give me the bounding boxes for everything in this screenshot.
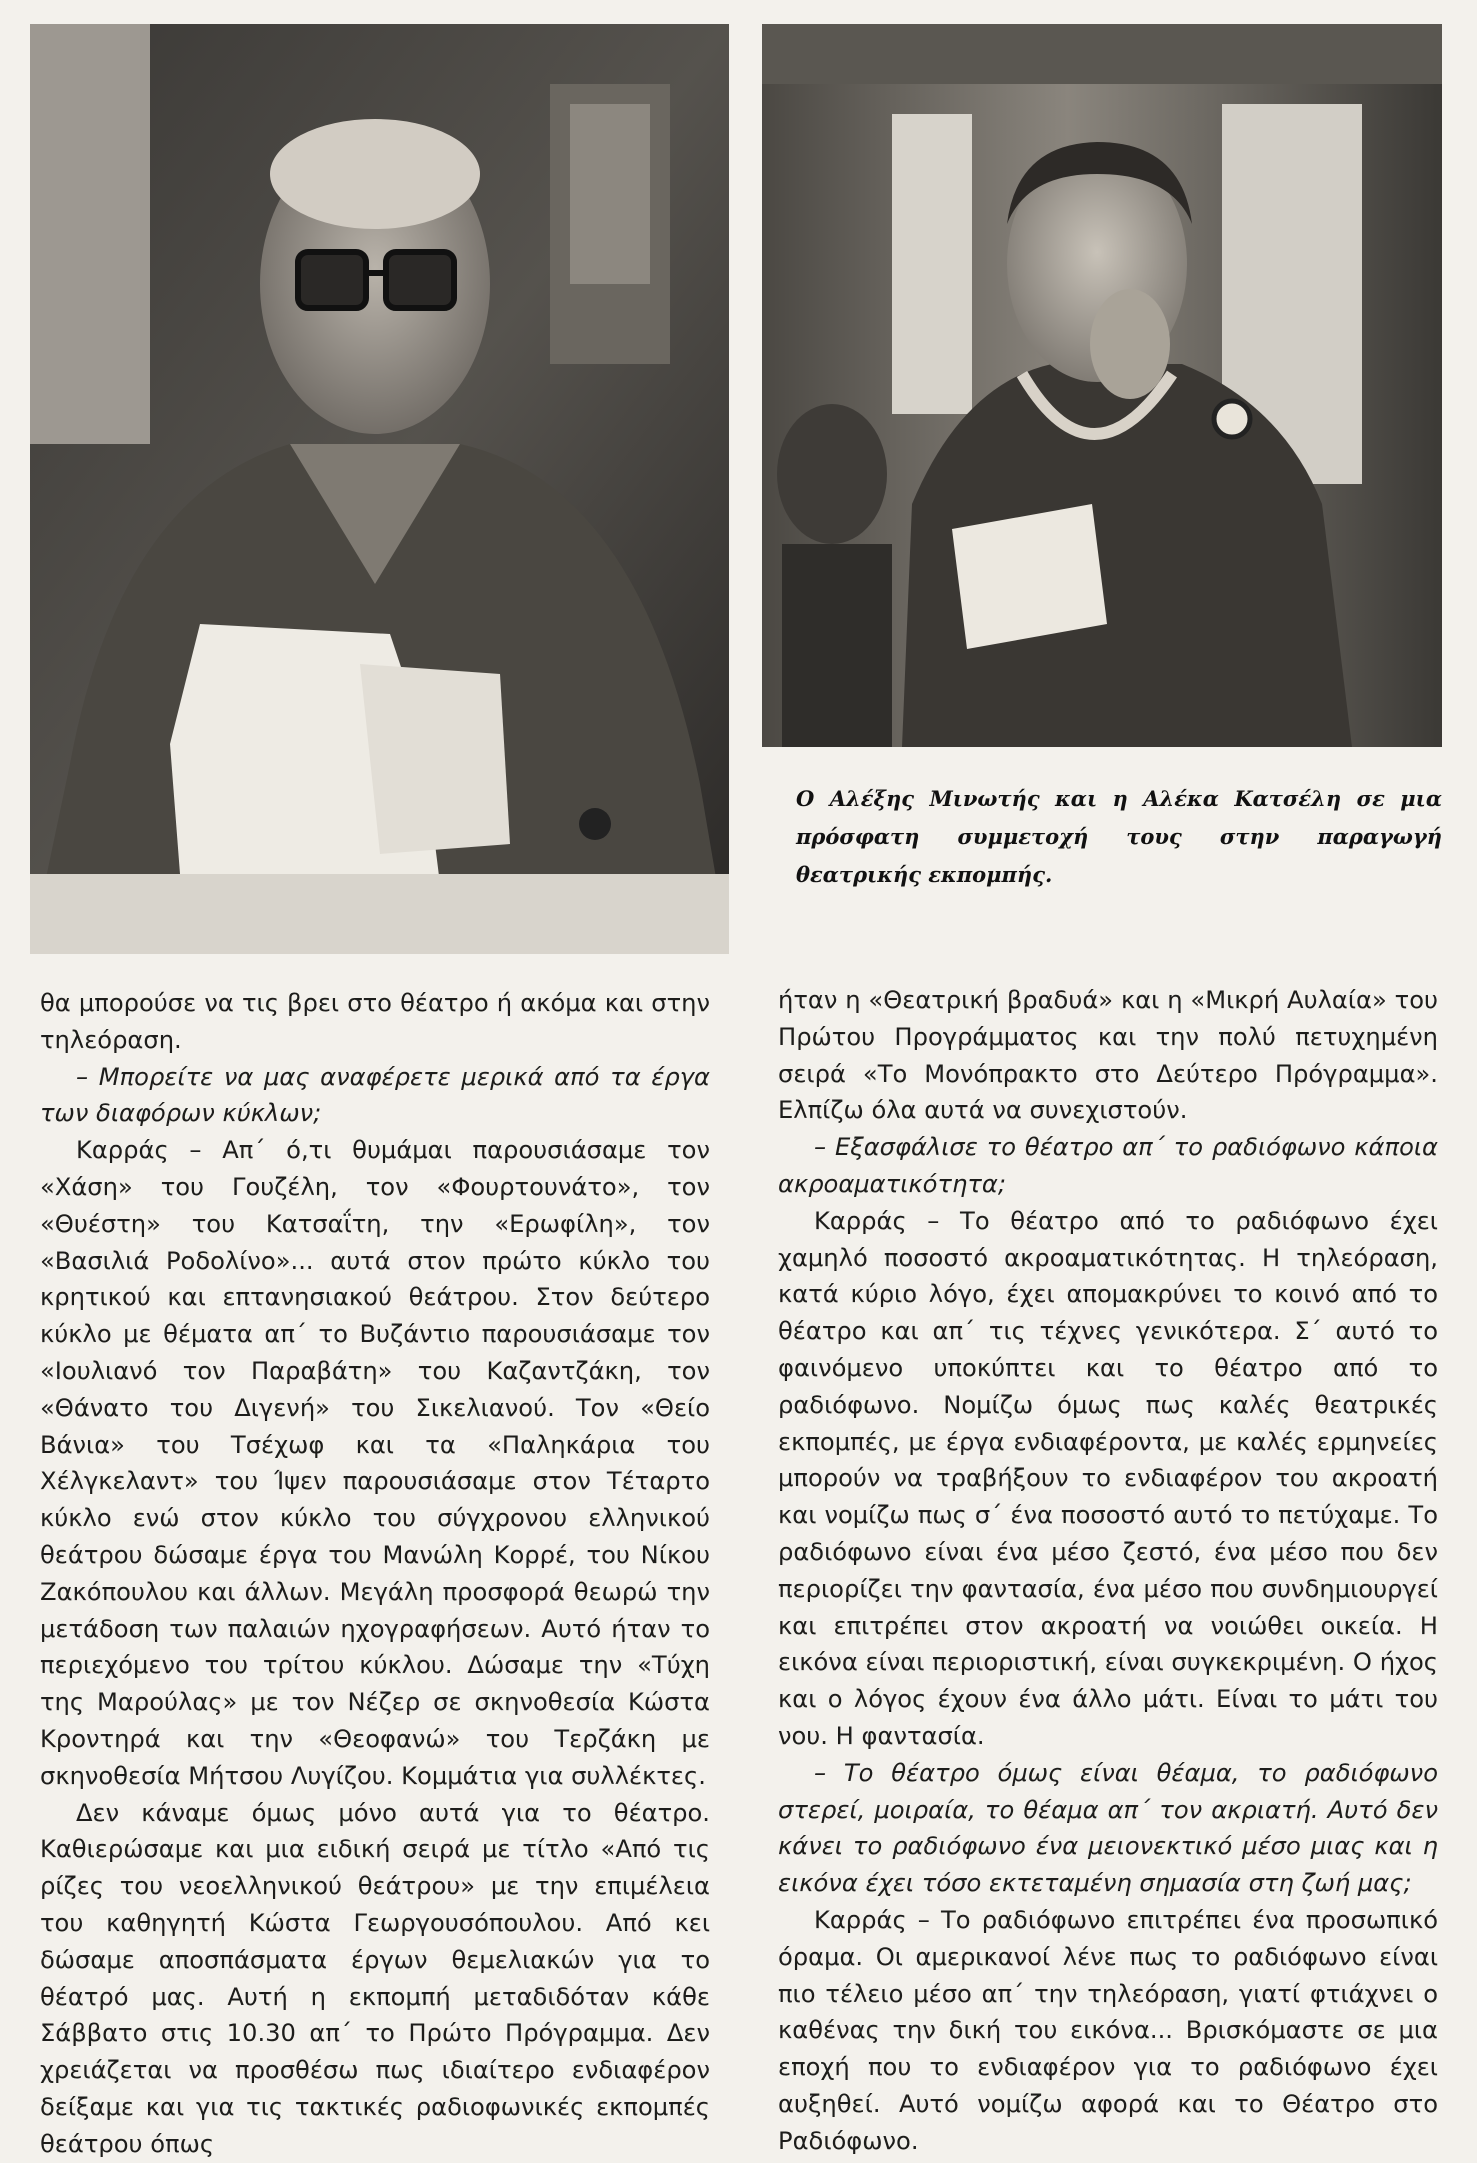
article-right-column bbox=[778, 982, 1438, 2160]
paragraph: Δεν κάναμε όμως μόνο αυτά για το θέατρο. Καθιερώσαμε και μια ειδική σειρά με τίτλο «Από τις ρίζες του νεοελληνικού θεάτρου» με την επιμέλεια του καθηγητή Κώστα Γεωργουσόπουλου. Από κει δώσαμε αποσπάσματα έργων θεμελιακών για το θέατρό μας. Αυτή η εκπομπή μεταδιδόταν κάθε Σάββατο στις 10.30 απ΄ το Πρώτο Πρόγραμμα. Δεν χρειάζεται να προσθέσω πως ιδιαίτερο ενδιαφέρον δείξαμε και για τις τακτικές ραδιοφωνικές εκπομπές θεάτρου όπως bbox=[40, 1798, 710, 2158]
interview-question: – Μπορείτε να μας αναφέρετε μερικά από τα έργα των διαφόρων κύκλων; bbox=[40, 1062, 710, 1128]
photo-woman-reading bbox=[762, 24, 1442, 747]
photo-caption: Ο Αλέξης Μινωτής και η Αλέκα Κατσέλη σε μια πρόσφατη συμμετοχή τους στην παραγωγή θεατρικής εκπομπής. bbox=[796, 786, 1442, 887]
interview-answer: Καρράς – Το ραδιόφωνο επιτρέπει ένα προσωπικό όραμα. Οι αμερικανοί λένε πως το ραδιόφωνο είναι πιο τέλειο μέσο απ΄ την τηλεόραση, γιατί φτιάχνει ο καθένας την δική του εικόνα... Βρισκόμαστε σε μια εποχή που το ενδιαφέρον για το ραδιόφωνο έχει αυξηθεί. Αυτό νομίζω αφορά και το Θέατρο στο Ραδιόφωνο. bbox=[778, 1905, 1438, 2155]
photo-man-reading bbox=[30, 24, 729, 954]
interview-answer: Καρράς – Το θέατρο από το ραδιόφωνο έχει χαμηλό ποσοστό ακροαματικότητας. Η τηλεόραση, κατά κύριο λόγο, έχει απομακρύνει το κοινό από το θέατρο και απ΄ τις τέχνες γενικότερα. Σ΄ αυτό το φαινόμενο υποκύπτει και το θέατρο από το ραδιόφωνο. Νομίζω όμως πως καλές θεατρικές εκπομπές, με έργα ενδιαφέροντα, με καλές ερμηνείες μπορούν να τραβήξουν το ενδιαφέρον του ακροατή και νομίζω πως σ΄ ένα ποσοστό αυτό το πετύχαμε. Το ραδιόφωνο είναι ένα μέσο ζεστό, ένα μέσο που δεν περιορίζει την φαντασία, ένα μέσο που συνδημιουργεί και επιτρέπει στον ακροατή να νοιώθει οικεία. Η εικόνα είναι περιοριστική, είναι συγκεκριμένη. Ο ήχος και ο λόγος έχουν ένα άλλο μάτι. Είναι το μάτι του νου. Η φαντασία. bbox=[778, 1206, 1438, 1750]
paragraph: ήταν η «Θεατρική βραδυά» και η «Μικρή Αυλαία» του Πρώτου Προγράμματος και την πολύ πετυχημένη σειρά «Το Μονόπρακτο στο Δεύτερο Πρόγραμμα». Ελπίζω όλα αυτά να συνεχιστούν. bbox=[778, 986, 1438, 1125]
interview-question: – Το θέατρο όμως είναι θέαμα, το ραδιόφωνο στερεί, μοιραία, το θέαμα απ΄ τον ακριατή. Αυτό δεν κάνει το ραδιόφωνο ένα μειονεκτικό μέσο μιας και η εικόνα έχει τόσο εκτεταμένη σημασία στη ζωή μας; bbox=[778, 1758, 1438, 1898]
interview-question: – Εξασφάλισε το θέατρο απ΄ το ραδιόφωνο κάποια ακροαματικότητα; bbox=[778, 1133, 1438, 1198]
interview-answer: Καρράς – Απ΄ ό,τι θυμάμαι παρουσιάσαμε τον «Χάση» του Γουζέλη, τον «Φουρτουνάτο», τον «Θυέστη» του Κατσαΐτη, την «Ερωφίλη», τον «Βασιλιά Ροδολίνο»... αυτά στον πρώτο κύκλο του κρητικού και επτανησιακού θεάτρου. Στον δεύτερο κύκλο με θέματα απ΄ το Βυζάντιο παρουσιάσαμε τον «Ιουλιανό τον Παραβάτη» του Καζαντζάκη, τον «Θάνατο του Διγενή» του Σικελιανού. Τον «Θείο Βάνια» του Τσέχωφ και τα «Παληκάρια του Χέλγκελαντ» του Ίψεν παρουσιάσαμε στον Τέταρτο κύκλο ενώ στον κύκλο του σύγχρονου ελληνικού θεάτρου δώσαμε έργα του Μανώλη Κορρέ, του Νίκου Ζακόπουλου και άλλων. Μεγάλη προσφορά θεωρώ την μετάδοση των παλαιών ηχογραφήσεων. Αυτό ήταν το περιεχόμενο του τρίτου κύκλου. Δώσαμε την «Τύχη της Μαρούλας» με τον Νέζερ σε σκηνοθεσία Κώστα Κροντηρά και την «Θεοφανώ» του Τερζάκη με σκηνοθεσία Μήτσου Λυγίζου. Κομμάτια για συλλέκτες. bbox=[40, 1136, 710, 1790]
article-left-column bbox=[40, 985, 710, 2163]
paragraph: θα μπορούσε να τις βρει στο θέατρο ή ακόμα και στην τηλεόραση. bbox=[40, 989, 710, 1054]
